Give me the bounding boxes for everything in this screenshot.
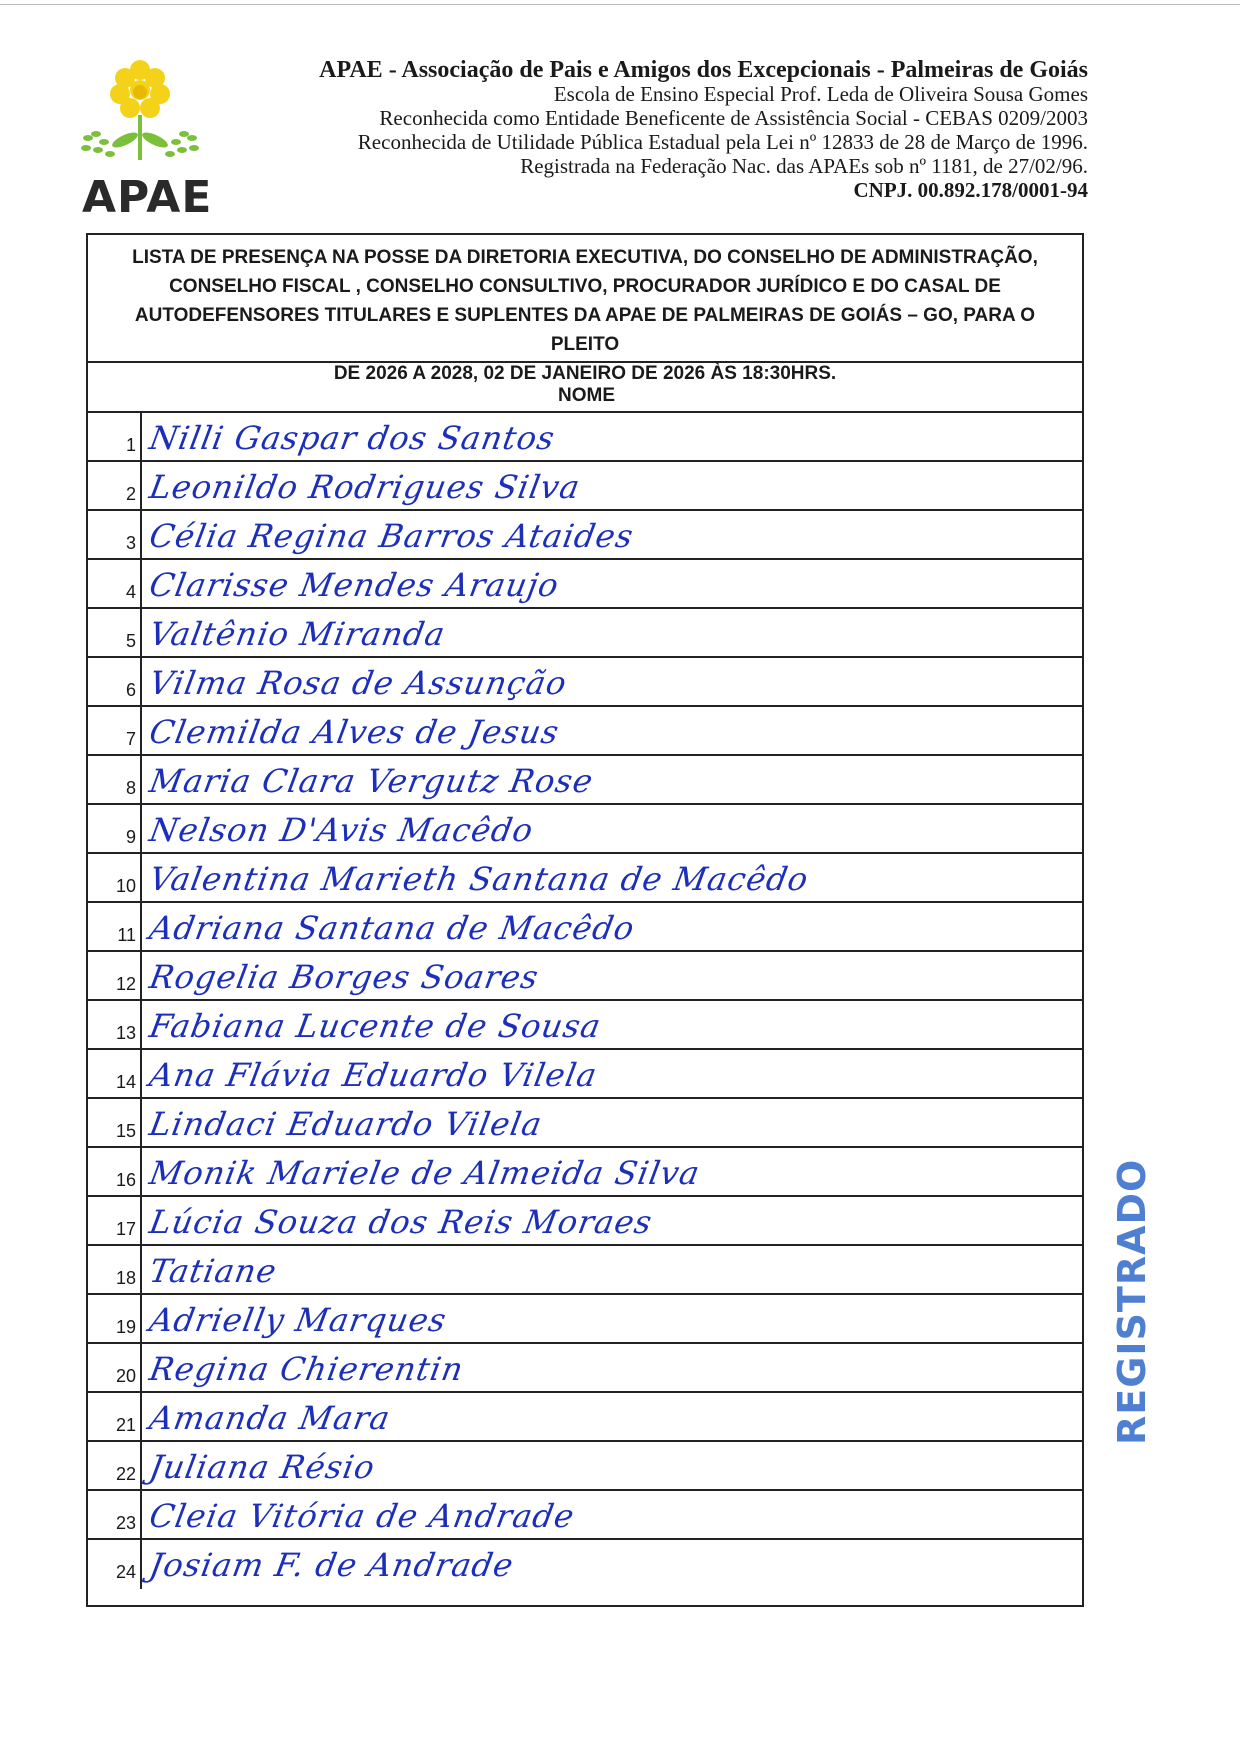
row-number: 8 <box>88 756 142 803</box>
table-row <box>88 1050 1082 1099</box>
handwritten-signature: Fabiana Lucente de Sousa <box>146 1007 605 1045</box>
row-number: 7 <box>88 707 142 754</box>
handwritten-signature: Juliana Résio <box>146 1448 379 1486</box>
row-number: 12 <box>88 952 142 999</box>
handwritten-signature: Ana Flávia Eduardo Vilela <box>146 1056 601 1094</box>
handwritten-signature: Josiam F. de Andrade <box>146 1546 517 1584</box>
row-number: 11 <box>88 903 142 950</box>
handwritten-signature: Leonildo Rodrigues Silva <box>146 468 584 506</box>
row-number: 1 <box>88 413 142 460</box>
row-number: 2 <box>88 462 142 509</box>
handwritten-signature: Valentina Marieth Santana de Macêdo <box>146 860 812 898</box>
row-number: 23 <box>88 1491 142 1538</box>
public-utility-line: Reconhecida de Utilidade Pública Estadual pela Lei nº 12833 de 28 de Março de 1996. <box>357 130 1088 154</box>
row-number: 9 <box>88 805 142 852</box>
row-number: 4 <box>88 560 142 607</box>
table-row <box>88 609 1082 658</box>
row-number: 20 <box>88 1344 142 1391</box>
handwritten-signature: Nilli Gaspar dos Santos <box>146 419 559 457</box>
table-row <box>88 1246 1082 1295</box>
logo-text: APAE <box>82 172 213 223</box>
list-title-line: CONSELHO FISCAL , CONSELHO CONSULTIVO, PROCURADOR JURÍDICO E DO CASAL DE <box>169 276 1001 297</box>
table-row <box>88 1001 1082 1050</box>
cnpj-line: CNPJ. 00.892.178/0001-94 <box>853 178 1088 202</box>
table-row <box>88 560 1082 609</box>
table-row <box>88 1148 1082 1197</box>
top-scan-line <box>0 4 1240 5</box>
row-number: 5 <box>88 609 142 656</box>
row-number: 6 <box>88 658 142 705</box>
row-number: 24 <box>88 1540 142 1589</box>
handwritten-signature: Adriana Santana de Macêdo <box>146 909 638 947</box>
row-number: 16 <box>88 1148 142 1195</box>
handwritten-signature: Lúcia Souza dos Reis Moraes <box>146 1203 656 1241</box>
letterhead <box>240 58 1088 202</box>
table-row <box>88 1491 1082 1540</box>
table-row <box>88 1540 1082 1589</box>
registrado-stamp: REGISTRADO <box>1110 1158 1154 1445</box>
column-header <box>88 363 1082 413</box>
table-row <box>88 1295 1082 1344</box>
table-row <box>88 756 1082 805</box>
table-row <box>88 952 1082 1001</box>
handwritten-signature: Vilma Rosa de Assunção <box>146 664 571 702</box>
row-number: 19 <box>88 1295 142 1342</box>
table-row <box>88 413 1082 462</box>
list-title <box>88 235 1082 384</box>
organization-title: APAE - Associação de Pais e Amigos dos Excepcionais - Palmeiras de Goiás <box>319 57 1088 83</box>
table-row <box>88 1197 1082 1246</box>
handwritten-signature: Cleia Vitória de Andrade <box>146 1497 578 1535</box>
list-title-line: LISTA DE PRESENÇA NA POSSE DA DIRETORIA EXECUTIVA, DO CONSELHO DE ADMINISTRAÇÃO, <box>132 247 1038 268</box>
handwritten-signature: Lindaci Eduardo Vilela <box>146 1105 546 1143</box>
handwritten-signature: Adrielly Marques <box>146 1301 450 1339</box>
list-title-line: AUTODEFENSORES TITULARES E SUPLENTES DA APAE DE PALMEIRAS DE GOIÁS – GO, PARA O PLEITO <box>134 305 1036 355</box>
handwritten-signature: Amanda Mara <box>146 1399 394 1437</box>
handwritten-signature: Regina Chierentin <box>146 1350 467 1388</box>
federation-line: Registrada na Federação Nac. das APAEs sob nº 1181, de 27/02/96. <box>520 154 1088 178</box>
table-row <box>88 854 1082 903</box>
table-row <box>88 462 1082 511</box>
attendance-table <box>86 233 1084 1607</box>
cebas-line: Reconhecida como Entidade Beneficente de Assistência Social - CEBAS 0209/2003 <box>379 106 1088 130</box>
table-row <box>88 707 1082 756</box>
row-number: 21 <box>88 1393 142 1440</box>
handwritten-signature: Tatiane <box>146 1252 281 1290</box>
row-number: 13 <box>88 1001 142 1048</box>
table-row <box>88 1442 1082 1491</box>
row-number: 18 <box>88 1246 142 1293</box>
table-row <box>88 1393 1082 1442</box>
row-number: 15 <box>88 1099 142 1146</box>
handwritten-signature: Clarisse Mendes Araujo <box>146 566 563 604</box>
handwritten-signature: Célia Regina Barros Ataides <box>146 517 637 555</box>
signature-rows <box>88 413 1082 1589</box>
table-row <box>88 903 1082 952</box>
row-number: 14 <box>88 1050 142 1097</box>
row-number: 17 <box>88 1197 142 1244</box>
handwritten-signature: Nelson D'Avis Macêdo <box>146 811 537 849</box>
handwritten-signature: Maria Clara Vergutz Rose <box>146 762 597 800</box>
table-row <box>88 1099 1082 1148</box>
handwritten-signature: Valtênio Miranda <box>146 615 449 653</box>
column-header-name: NOME <box>558 385 615 406</box>
handwritten-signature: Monik Mariele de Almeida Silva <box>146 1154 704 1192</box>
school-line: Escola de Ensino Especial Prof. Leda de Oliveira Sousa Gomes <box>553 82 1088 106</box>
table-row <box>88 511 1082 560</box>
list-title-line: DE 2026 A 2028, 02 DE JANEIRO DE 2026 ÀS 18:30HRS. <box>333 363 837 384</box>
handwritten-signature: Rogelia Borges Soares <box>146 958 542 996</box>
handwritten-signature: Clemilda Alves de Jesus <box>146 713 563 751</box>
row-number: 22 <box>88 1442 142 1489</box>
table-row <box>88 658 1082 707</box>
table-row <box>88 805 1082 854</box>
row-number: 10 <box>88 854 142 901</box>
row-number: 3 <box>88 511 142 558</box>
table-row <box>88 1344 1082 1393</box>
flower-icon <box>81 60 199 160</box>
